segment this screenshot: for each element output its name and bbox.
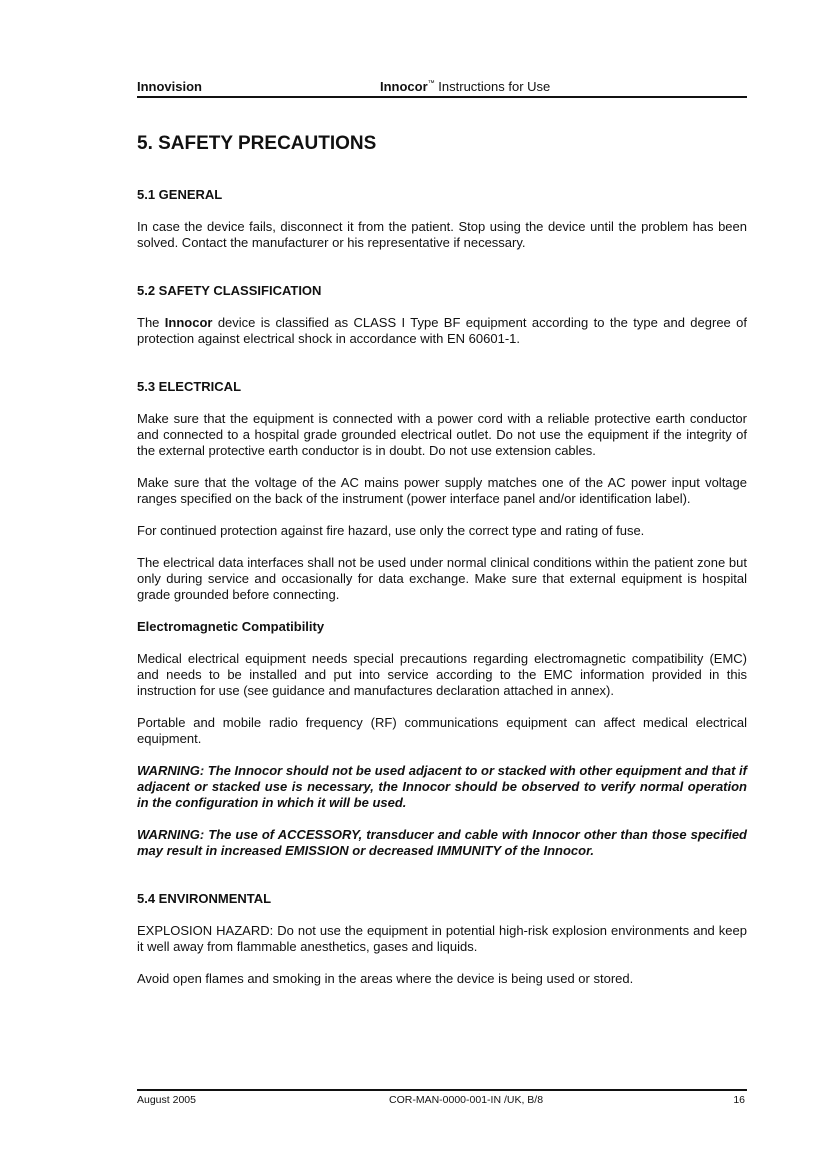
text-run: The bbox=[137, 315, 165, 330]
page-header bbox=[137, 78, 747, 98]
section-5-3-paragraph-2: Make sure that the voltage of the AC mains power supply matches one of the AC power input voltage ranges specified on the back of the instrument (power interface panel and/or identification label). bbox=[137, 475, 747, 506]
section-5-3-paragraph-4: The electrical data interfaces shall not be used under normal clinical conditions within the patient zone but only during service and occasionally for data exchange. Make sure that external equipment is hospital grade grounded before connecting. bbox=[137, 555, 747, 602]
text-run: device is classified as CLASS I Type BF equipment according to the type and degree of protection against electrical shock in accordance with EN 60601-1. bbox=[137, 315, 748, 346]
page-title: 5. SAFETY PRECAUTIONS bbox=[137, 133, 377, 154]
product-name-bold: Innocor bbox=[164, 315, 213, 330]
warning-2: WARNING: The use of ACCESSORY, transducer and cable with Innocor other than those specified may result in increased EMISSION or decreased IMMUNITY of the Innocor. bbox=[137, 827, 747, 858]
warning-1: WARNING: The Innocor should not be used adjacent to or stacked with other equipment and that if adjacent or stacked use is necessary, the Innocor should be observed to verify normal operation in the configuration in which it will be used. bbox=[137, 763, 747, 810]
header-document-title bbox=[380, 79, 550, 94]
section-5-3-paragraph-5: Medical electrical equipment needs special precautions regarding electromagnetic compatibility (EMC) and needs to be installed and put into service according to the EMC information provided in this instruction for use (see guidance and manufactures declaration attached in annex). bbox=[137, 651, 747, 698]
footer-page-number: 16 bbox=[733, 1094, 745, 1106]
section-5-3-heading: 5.3 ELECTRICAL bbox=[137, 379, 242, 394]
section-5-4-heading: 5.4 ENVIRONMENTAL bbox=[137, 891, 272, 906]
section-5-4-paragraph-2: Avoid open flames and smoking in the areas where the device is being used or stored. bbox=[137, 971, 634, 986]
trademark-symbol: ™ bbox=[427, 80, 435, 87]
emc-heading: Electromagnetic Compatibility bbox=[137, 619, 325, 634]
section-5-2-paragraph bbox=[137, 315, 747, 347]
section-5-3-paragraph-3: For continued protection against fire hazard, use only the correct type and rating of fuse. bbox=[137, 523, 645, 538]
section-5-1-heading: 5.1 GENERAL bbox=[137, 187, 223, 202]
page-content bbox=[137, 128, 747, 987]
page-footer bbox=[137, 1089, 747, 1109]
section-5-1-paragraph: In case the device fails, disconnect it from the patient. Stop using the device until the problem has been solved. Contact the manufacturer or his representative if necessary. bbox=[137, 219, 747, 250]
footer-document-code: COR-MAN-0000-001-IN /UK, B/8 bbox=[389, 1094, 544, 1106]
header-doc-type: Instructions for Use bbox=[434, 79, 551, 94]
section-5-3-paragraph-6: Portable and mobile radio frequency (RF) communications equipment can affect medical electrical equipment. bbox=[137, 715, 747, 746]
header-company: Innovision bbox=[137, 79, 202, 94]
footer-date: August 2005 bbox=[137, 1094, 196, 1106]
section-5-3-paragraph-1: Make sure that the equipment is connected with a power cord with a reliable protective earth conductor and connected to a hospital grade grounded electrical outlet. Do not use the equipment if the integrity of the external protective earth conductor is in doubt. Do not use extension cables. bbox=[137, 411, 747, 458]
header-product: Innocor bbox=[380, 79, 428, 94]
section-5-4-paragraph-1: EXPLOSION HAZARD: Do not use the equipment in potential high-risk explosion environments and keep it well away from flammable anesthetics, gases and liquids. bbox=[137, 923, 747, 954]
section-5-2-heading: 5.2 SAFETY CLASSIFICATION bbox=[137, 283, 322, 298]
